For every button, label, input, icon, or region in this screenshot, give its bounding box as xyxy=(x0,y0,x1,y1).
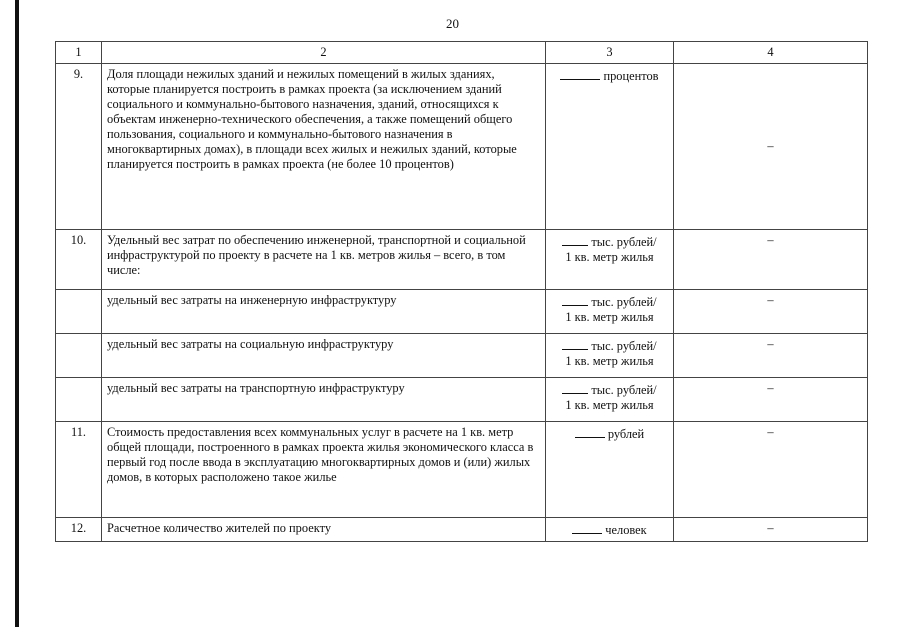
fill-blank xyxy=(562,293,588,306)
unit-line-1: процентов xyxy=(603,69,659,83)
row-number: 12. xyxy=(56,518,102,542)
row-value: – xyxy=(674,518,868,542)
row-number: 10. xyxy=(56,230,102,290)
page-edge-bar xyxy=(15,0,19,627)
row-description: удельный вес затраты на инженерную инфраструктуру xyxy=(102,290,546,334)
row-value: – xyxy=(674,378,868,422)
row-number: 9. xyxy=(56,64,102,230)
row-unit xyxy=(546,64,674,230)
fill-blank xyxy=(562,381,588,394)
row-unit xyxy=(546,422,674,518)
fill-blank xyxy=(562,337,588,350)
table-header-row xyxy=(56,42,868,64)
page-number: 20 xyxy=(446,16,459,31)
row-unit xyxy=(546,290,674,334)
row-description: Доля площади нежилых зданий и нежилых помещений в жилых зданиях, которые планируется построить в рамках проекта (за исключением зданий социального и коммунально-бытового назначения, зданий, относящихся к объектам инженерно-технического обеспечения, а также помещений общего пользования, социального и коммунально-бытового назначения в многоквартирных домах), в площади всех жилых и нежилых зданий, которые планируется построить в рамках проекта (не более 10 процентов) xyxy=(102,64,546,230)
header-cell-3: 3 xyxy=(546,42,674,64)
row-unit xyxy=(546,518,674,542)
document-table xyxy=(55,41,868,542)
unit-line-1: тыс. рублей/ xyxy=(591,383,657,397)
unit-line-2: 1 кв. метр жилья xyxy=(565,398,654,412)
unit-line-2: 1 кв. метр жилья xyxy=(565,354,654,368)
table-row xyxy=(56,422,868,518)
row-number: 11. xyxy=(56,422,102,518)
row-value: – xyxy=(674,334,868,378)
row-unit xyxy=(546,230,674,290)
unit-line-1: тыс. рублей/ xyxy=(591,235,657,249)
row-value: – xyxy=(674,230,868,290)
row-description: Стоимость предоставления всех коммунальных услуг в расчете на 1 кв. метр общей площади, построенного в рамках проекта жилья экономического класса в первый год после ввода в эксплуатацию многоквартирных домов и (или) жилых домов, в которых расположено такое жилье xyxy=(102,422,546,518)
header-cell-2: 2 xyxy=(102,42,546,64)
table-row xyxy=(56,64,868,230)
fill-blank xyxy=(572,521,602,534)
row-value: – xyxy=(674,64,868,230)
row-number xyxy=(56,290,102,334)
row-description: удельный вес затраты на транспортную инфраструктуру xyxy=(102,378,546,422)
row-description: Удельный вес затрат по обеспечению инженерной, транспортной и социальной инфраструктурой по проекту в расчете на 1 кв. метров жилья – всего, в том числе: xyxy=(102,230,546,290)
table-row xyxy=(56,230,868,290)
row-description: удельный вес затраты на социальную инфраструктуру xyxy=(102,334,546,378)
fill-blank xyxy=(560,67,600,80)
row-number xyxy=(56,334,102,378)
unit-line-2: 1 кв. метр жилья xyxy=(565,310,654,324)
fill-blank xyxy=(575,425,605,438)
table-row xyxy=(56,518,868,542)
row-unit xyxy=(546,334,674,378)
unit-line-1: человек xyxy=(605,523,647,537)
row-value: – xyxy=(674,290,868,334)
row-number xyxy=(56,378,102,422)
table-row xyxy=(56,290,868,334)
row-value: – xyxy=(674,422,868,518)
unit-line-1: тыс. рублей/ xyxy=(591,295,657,309)
fill-blank xyxy=(562,233,588,246)
header-cell-4: 4 xyxy=(674,42,868,64)
row-description: Расчетное количество жителей по проекту xyxy=(102,518,546,542)
table-row xyxy=(56,334,868,378)
unit-line-2: 1 кв. метр жилья xyxy=(565,250,654,264)
header-cell-1: 1 xyxy=(56,42,102,64)
unit-line-1: рублей xyxy=(607,427,645,441)
table-row xyxy=(56,378,868,422)
row-unit xyxy=(546,378,674,422)
unit-line-1: тыс. рублей/ xyxy=(591,339,657,353)
